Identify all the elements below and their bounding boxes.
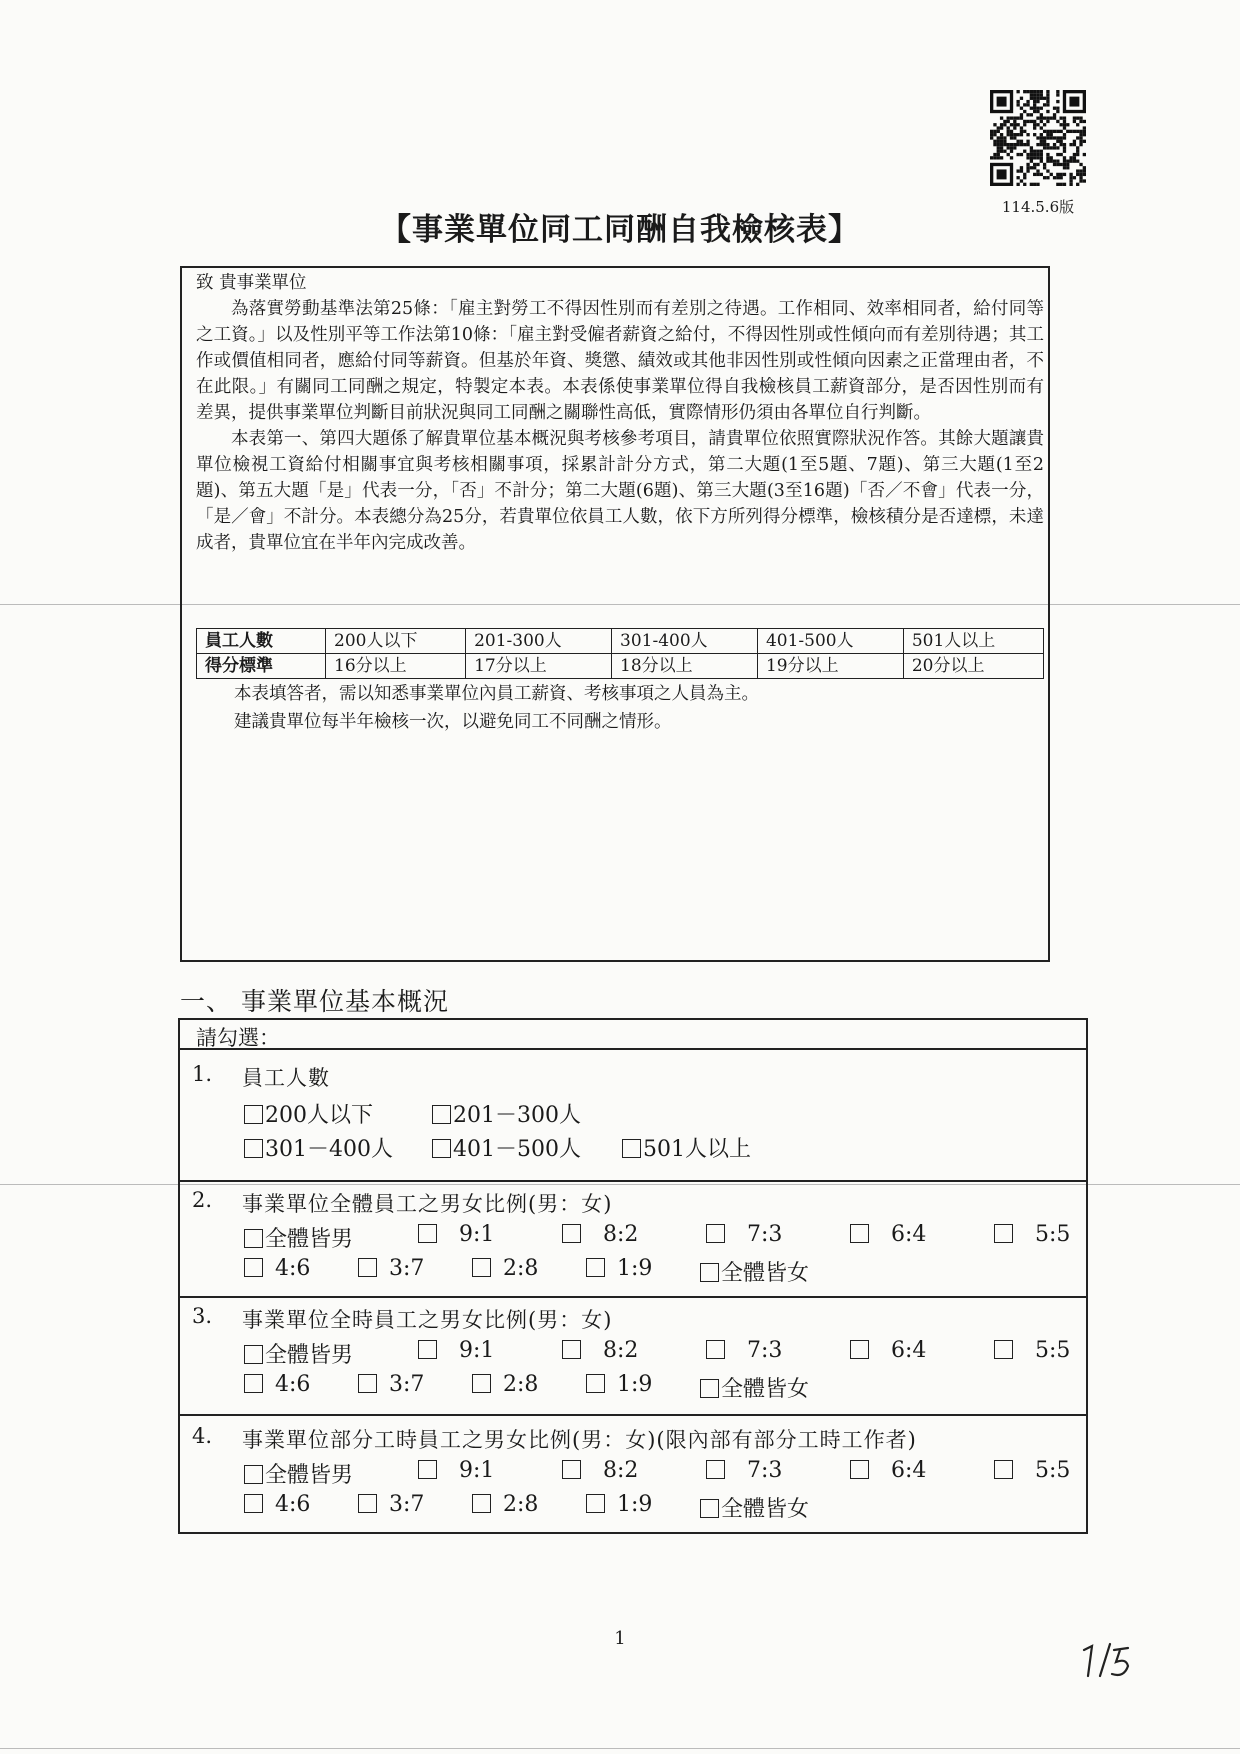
checkbox-icon[interactable] [244, 1258, 263, 1277]
checkbox-icon[interactable] [432, 1139, 451, 1158]
checkbox-icon[interactable] [586, 1258, 605, 1277]
option-checkbox[interactable] [700, 1256, 809, 1287]
checkbox-icon[interactable] [706, 1340, 725, 1359]
option-checkbox[interactable] [472, 1492, 538, 1517]
option-label: 全體皆女 [721, 1377, 810, 1402]
option-checkbox[interactable] [244, 1098, 373, 1129]
option-checkbox[interactable] [700, 1372, 809, 1403]
option-checkbox[interactable] [244, 1132, 393, 1163]
checkbox-icon[interactable] [358, 1494, 377, 1513]
checkbox-icon[interactable] [472, 1494, 491, 1513]
checkbox-icon[interactable] [418, 1460, 437, 1479]
option-checkbox[interactable] [706, 1338, 782, 1363]
note-item: 本表填答者，需以知悉事業單位內員工薪資、考核事項之人員為主。 [234, 684, 759, 704]
option-label: 3:7 [389, 1256, 425, 1281]
option-label: 3:7 [389, 1492, 425, 1517]
option-label: 8:2 [603, 1222, 639, 1247]
option-checkbox[interactable] [432, 1132, 581, 1163]
option-checkbox[interactable] [432, 1098, 581, 1129]
option-checkbox[interactable] [562, 1338, 638, 1363]
option-label: 2:8 [503, 1256, 539, 1281]
option-checkbox[interactable] [622, 1132, 751, 1163]
table-cell: 員工人數 [197, 629, 326, 654]
instruction-label: 請勾選： [196, 1026, 280, 1050]
option-label: 201－300人 [453, 1103, 581, 1128]
option-checkbox[interactable] [850, 1222, 926, 1247]
option-checkbox[interactable] [994, 1458, 1070, 1483]
option-checkbox[interactable] [244, 1256, 310, 1281]
option-checkbox[interactable] [358, 1372, 424, 1397]
option-checkbox[interactable] [562, 1222, 638, 1247]
checkbox-icon[interactable] [562, 1340, 581, 1359]
option-checkbox[interactable] [472, 1372, 538, 1397]
table-cell: 18分以上 [612, 654, 758, 679]
question-number: 3. [192, 1304, 213, 1328]
checkbox-icon[interactable] [700, 1379, 719, 1398]
checkbox-icon[interactable] [244, 1105, 263, 1124]
option-label: 401－500人 [453, 1137, 581, 1162]
option-label: 6:4 [891, 1458, 927, 1483]
table-cell: 19分以上 [757, 654, 903, 679]
question-number: 2. [192, 1188, 213, 1212]
table-cell: 401-500人 [757, 629, 903, 654]
option-checkbox[interactable] [358, 1256, 424, 1281]
note-item: 建議貴單位每半年檢核一次，以避免同工不同酬之情形。 [234, 712, 672, 732]
checkbox-icon[interactable] [418, 1340, 437, 1359]
option-label: 5:5 [1035, 1222, 1071, 1247]
checkbox-icon[interactable] [622, 1139, 641, 1158]
option-checkbox[interactable] [586, 1372, 652, 1397]
option-checkbox[interactable] [244, 1372, 310, 1397]
option-checkbox[interactable] [418, 1338, 494, 1363]
option-checkbox[interactable] [994, 1222, 1070, 1247]
checkbox-icon[interactable] [706, 1224, 725, 1243]
score-standard-table [196, 628, 1044, 679]
checkbox-icon[interactable] [432, 1105, 451, 1124]
option-label: 501人以上 [643, 1137, 751, 1162]
option-label: 7:3 [747, 1458, 783, 1483]
checkbox-icon[interactable] [994, 1460, 1013, 1479]
checkbox-icon[interactable] [472, 1258, 491, 1277]
option-label: 5:5 [1035, 1338, 1071, 1363]
option-checkbox[interactable] [472, 1256, 538, 1281]
option-label: 6:4 [891, 1338, 927, 1363]
intro-paragraph-2: 本表第一、第四大題係了解貴單位基本概況與考核參考項目，請貴單位依照實際狀況作答。其餘大題讓貴單位檢視工資給付相關事宜與考核相關事項，採累計計分方式，第二大題(1至5題、7題)、第三大題(1至2題)、第五大題「是」代表一分，「否」不計分；第二大題(6題)、第三大題(3至16題)「否／不會」代表一分，「是／會」不計分。本表總分為25分，若貴單位依員工人數，依下方所列得分標準，檢核積分是否達標，未達成者，貴單位宜在半年內完成改善。 [196, 429, 1044, 553]
salutation: 致 貴事業單位 [196, 273, 307, 293]
checkbox-icon[interactable] [562, 1460, 581, 1479]
checkbox-icon[interactable] [700, 1499, 719, 1518]
intro-text [196, 270, 1044, 556]
question-1 [178, 1048, 1088, 1180]
checkbox-icon[interactable] [586, 1494, 605, 1513]
option-checkbox[interactable] [706, 1222, 782, 1247]
option-label: 5:5 [1035, 1458, 1071, 1483]
checkbox-icon[interactable] [850, 1340, 869, 1359]
table-cell: 200人以下 [326, 629, 466, 654]
option-label: 全體皆女 [721, 1261, 810, 1286]
option-checkbox[interactable] [562, 1458, 638, 1483]
table-cell: 20分以上 [903, 654, 1043, 679]
option-label: 全體皆女 [721, 1497, 810, 1522]
question-title: 事業單位全時員工之男女比例(男：女) [242, 1308, 613, 1332]
option-label: 2:8 [503, 1372, 539, 1397]
checkbox-icon[interactable] [244, 1229, 263, 1248]
question-number: 4. [192, 1424, 213, 1448]
table-cell: 301-400人 [612, 629, 758, 654]
option-checkbox[interactable] [244, 1222, 353, 1253]
option-checkbox[interactable] [244, 1458, 353, 1489]
question-3 [178, 1296, 1088, 1414]
option-label: 全體皆男 [265, 1343, 354, 1368]
option-checkbox[interactable] [418, 1222, 494, 1247]
intro-paragraph-1: 為落實勞動基準法第25條：「雇主對勞工不得因性別而有差別之待遇。工作相同、效率相同者，給付同等之工資。」以及性別平等工作法第10條：「雇主對受僱者薪資之給付，不得因性別或性傾向而有差別待遇；其工作或價值相同者，應給付同等薪資。但基於年資、獎懲、績效或其他非因性別或性傾向因素之正當理由者，不在此限。」有關同工同酬之規定，特製定本表。本表係使事業單位得自我檢核員工薪資部分，是否因性別而有差異，提供事業單位判斷目前狀況與同工同酬之關聯性高低，實際情形仍須由各單位自行判斷。 [196, 299, 1044, 423]
option-checkbox[interactable] [586, 1492, 652, 1517]
checkbox-icon[interactable] [850, 1224, 869, 1243]
checkbox-icon[interactable] [418, 1224, 437, 1243]
checkbox-icon[interactable] [244, 1345, 263, 1364]
question-number: 1. [192, 1062, 213, 1086]
option-checkbox[interactable] [418, 1458, 494, 1483]
checkbox-icon[interactable] [244, 1494, 263, 1513]
option-label: 9:1 [459, 1338, 495, 1363]
option-label: 4:6 [275, 1492, 311, 1517]
option-label: 4:6 [275, 1372, 311, 1397]
page-title: 【事業單位同工同酬自我檢核表】 [380, 212, 860, 248]
checkbox-icon[interactable] [700, 1263, 719, 1282]
option-label: 1:9 [617, 1492, 653, 1517]
checkbox-icon[interactable] [244, 1139, 263, 1158]
checkbox-icon[interactable] [244, 1465, 263, 1484]
checkbox-icon[interactable] [358, 1258, 377, 1277]
option-checkbox[interactable] [244, 1338, 353, 1369]
question-2 [178, 1180, 1088, 1296]
option-label: 7:3 [747, 1338, 783, 1363]
checkbox-icon[interactable] [358, 1374, 377, 1393]
instruction-row [178, 1018, 1088, 1048]
table-cell: 501人以上 [903, 629, 1043, 654]
checkbox-icon[interactable] [994, 1340, 1013, 1359]
checkbox-icon[interactable] [850, 1460, 869, 1479]
option-checkbox[interactable] [850, 1458, 926, 1483]
option-label: 全體皆男 [265, 1463, 354, 1488]
question-title: 事業單位部分工時員工之男女比例(男：女)(限內部有部分工時工作者) [242, 1428, 917, 1452]
option-label: 301－400人 [265, 1137, 393, 1162]
option-checkbox[interactable] [994, 1338, 1070, 1363]
checkbox-icon[interactable] [706, 1460, 725, 1479]
option-label: 7:3 [747, 1222, 783, 1247]
table-cell: 201-300人 [466, 629, 612, 654]
option-label: 8:2 [603, 1458, 639, 1483]
option-checkbox[interactable] [244, 1492, 310, 1517]
option-label: 3:7 [389, 1372, 425, 1397]
option-checkbox[interactable] [586, 1256, 652, 1281]
question-title: 員工人數 [242, 1066, 330, 1090]
scan-line [0, 1748, 1240, 1749]
version-label: 114.5.6版 [1001, 198, 1075, 216]
option-checkbox[interactable] [850, 1338, 926, 1363]
option-checkbox[interactable] [358, 1492, 424, 1517]
page-number: 1 [614, 1628, 626, 1649]
option-checkbox[interactable] [700, 1492, 809, 1523]
notes [234, 680, 1034, 736]
checkbox-icon[interactable] [472, 1374, 491, 1393]
option-label: 1:9 [617, 1372, 653, 1397]
question-4 [178, 1414, 1088, 1534]
question-title: 事業單位全體員工之男女比例(男：女) [242, 1192, 613, 1216]
handwritten-signature-icon [1080, 1636, 1160, 1686]
option-checkbox[interactable] [706, 1458, 782, 1483]
table-cell: 17分以上 [466, 654, 612, 679]
option-label: 2:8 [503, 1492, 539, 1517]
checkbox-icon[interactable] [244, 1374, 263, 1393]
option-label: 4:6 [275, 1256, 311, 1281]
option-label: 9:1 [459, 1222, 495, 1247]
checkbox-icon[interactable] [562, 1224, 581, 1243]
table-cell: 得分標準 [197, 654, 326, 679]
option-label: 全體皆男 [265, 1227, 354, 1252]
option-label: 200人以下 [265, 1103, 373, 1128]
option-label: 9:1 [459, 1458, 495, 1483]
checkbox-icon[interactable] [586, 1374, 605, 1393]
option-label: 1:9 [617, 1256, 653, 1281]
table-cell: 16分以上 [326, 654, 466, 679]
checkbox-icon[interactable] [994, 1224, 1013, 1243]
qr-code-icon [990, 90, 1086, 186]
section-title: 一、 事業單位基本概況 [180, 987, 449, 1016]
option-label: 6:4 [891, 1222, 927, 1247]
table-row [197, 654, 1044, 679]
table-row [197, 629, 1044, 654]
option-label: 8:2 [603, 1338, 639, 1363]
